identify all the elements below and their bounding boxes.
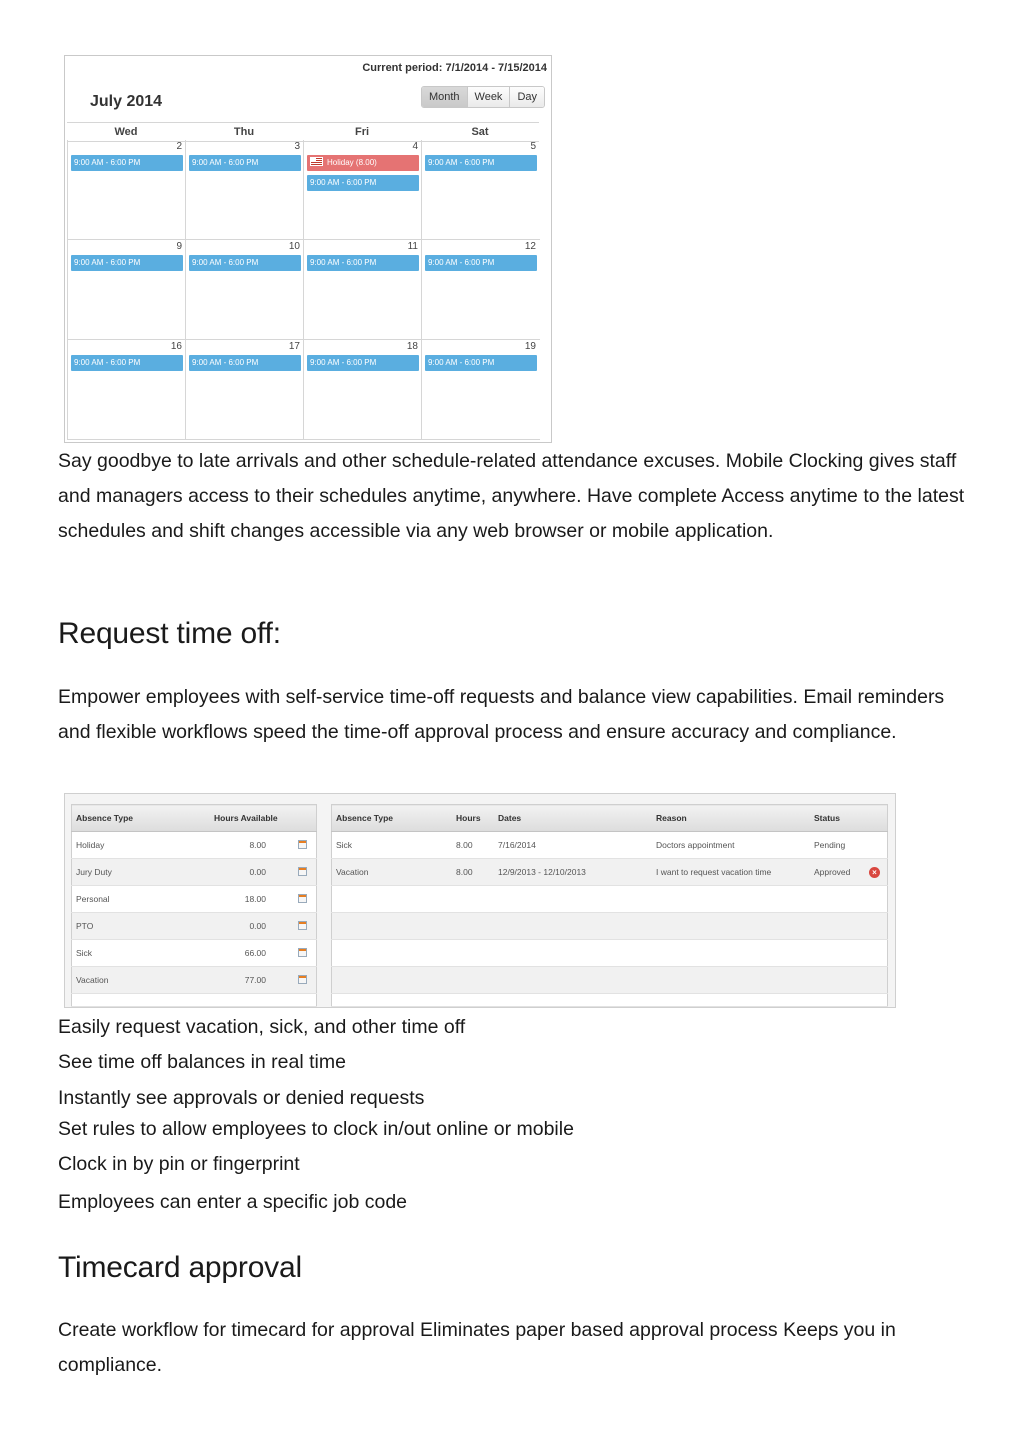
balances-table — [71, 804, 317, 1007]
requests-header-dates: Dates — [494, 805, 652, 832]
day-number: 16 — [170, 341, 182, 352]
event-label: 9:00 AM - 6:00 PM — [74, 158, 141, 167]
time-off-screenshot — [64, 793, 896, 1008]
dates-cell: 12/9/2013 - 12/10/2013 — [494, 859, 652, 886]
hours-available-cell: 18.00 — [210, 886, 294, 913]
calendar-day-cell[interactable] — [185, 140, 304, 240]
calendar-day-cell[interactable] — [185, 340, 304, 440]
status-cell: Pending — [810, 832, 865, 859]
shift-event[interactable] — [71, 355, 183, 371]
hours-available-cell: 8.00 — [210, 832, 294, 859]
absence-type-cell: Vacation — [332, 859, 453, 886]
view-day-button[interactable]: Day — [509, 87, 544, 107]
feature-line: Easily request vacation, sick, and other time off — [58, 1016, 466, 1038]
table-row — [332, 940, 888, 967]
calendar-day-cell[interactable] — [67, 240, 186, 340]
day-number: 17 — [288, 341, 300, 352]
calendar-day-cell[interactable] — [303, 140, 422, 240]
event-label: 9:00 AM - 6:00 PM — [428, 158, 495, 167]
event-label: 9:00 AM - 6:00 PM — [428, 258, 495, 267]
day-number: 5 — [530, 141, 536, 152]
shift-event[interactable] — [71, 255, 183, 271]
table-row — [72, 940, 317, 967]
request-calendar-icon[interactable] — [298, 921, 307, 930]
intro-paragraph: Say goodbye to late arrivals and other schedule-related attendance excuses. Mobile Clocking gives staff and managers access to their schedules anytime, anywhere. Have complete Access anytime to the latest schedules and shift changes accessible via any web browser or mobile application. — [58, 450, 965, 542]
table-row — [72, 832, 317, 859]
requests-header-hours: Hours — [452, 805, 494, 832]
reason-cell: Doctors appointment — [652, 832, 810, 859]
calendar-month-title: July 2014 — [90, 93, 163, 110]
shift-event[interactable] — [189, 255, 301, 271]
day-number: 19 — [524, 341, 536, 352]
request-calendar-icon[interactable] — [298, 894, 307, 903]
day-header: Fri — [303, 122, 421, 142]
absence-type-cell: Holiday — [72, 832, 211, 859]
day-number: 18 — [406, 341, 418, 352]
day-header: Wed — [67, 122, 185, 142]
hours-cell: 8.00 — [452, 832, 494, 859]
schedule-calendar — [64, 55, 552, 443]
shift-event[interactable] — [425, 255, 537, 271]
absence-type-cell: Jury Duty — [72, 859, 211, 886]
shift-event[interactable] — [425, 355, 537, 371]
event-label: 9:00 AM - 6:00 PM — [310, 358, 377, 367]
balances-header-hours: Hours Available — [210, 805, 294, 832]
event-label: 9:00 AM - 6:00 PM — [310, 258, 377, 267]
hours-cell: 8.00 — [452, 859, 494, 886]
timecard-paragraph: Create workflow for timecard for approval Eliminates paper based approval process Keeps you in compliance. — [58, 1319, 896, 1376]
event-label: 9:00 AM - 6:00 PM — [192, 258, 259, 267]
absence-type-cell: Sick — [332, 832, 453, 859]
table-row — [72, 913, 317, 940]
calendar-day-cell[interactable] — [303, 340, 422, 440]
event-label: 9:00 AM - 6:00 PM — [74, 358, 141, 367]
hours-available-cell: 66.00 — [210, 940, 294, 967]
calendar-day-cell[interactable] — [421, 340, 540, 440]
requests-table — [331, 804, 888, 1007]
calendar-day-cell[interactable] — [67, 140, 186, 240]
requests-header-reason: Reason — [652, 805, 810, 832]
request-calendar-icon[interactable] — [298, 975, 307, 984]
table-row — [72, 859, 317, 886]
view-week-button[interactable]: Week — [467, 87, 510, 107]
reason-cell: I want to request vacation time — [652, 859, 810, 886]
shift-event[interactable] — [307, 255, 419, 271]
request-calendar-icon[interactable] — [298, 948, 307, 957]
dates-cell: 7/16/2014 — [494, 832, 652, 859]
feature-line: See time off balances in real time — [58, 1051, 346, 1073]
table-row — [332, 967, 888, 994]
calendar-day-cell[interactable] — [67, 340, 186, 440]
request-calendar-icon[interactable] — [298, 867, 307, 876]
hours-available-cell: 0.00 — [210, 859, 294, 886]
current-period: Current period: 7/1/2014 - 7/15/2014 — [362, 62, 547, 74]
table-row — [72, 967, 317, 994]
day-header: Thu — [185, 122, 303, 142]
feature-line: Employees can enter a specific job code — [58, 1191, 408, 1213]
shift-event[interactable] — [189, 355, 301, 371]
shift-event[interactable] — [307, 175, 419, 191]
absence-type-cell: Personal — [72, 886, 211, 913]
hours-available-cell: 0.00 — [210, 913, 294, 940]
requests-header-type: Absence Type — [332, 805, 453, 832]
table-row — [332, 994, 888, 1007]
event-label: 9:00 AM - 6:00 PM — [74, 258, 141, 267]
day-number: 10 — [288, 241, 300, 252]
cancel-request-icon[interactable]: × — [869, 867, 880, 878]
day-number: 3 — [294, 141, 300, 152]
table-row — [332, 859, 888, 886]
view-month-button[interactable]: Month — [422, 87, 467, 107]
feature-line: Set rules to allow employees to clock in/out online or mobile — [58, 1118, 574, 1140]
day-number: 12 — [524, 241, 536, 252]
table-row — [332, 832, 888, 859]
event-label: Holiday (8.00) — [327, 158, 377, 167]
feature-line: Instantly see approvals or denied requests — [58, 1087, 425, 1109]
flag-icon — [310, 157, 323, 166]
day-number: 4 — [412, 141, 418, 152]
requests-header-status: Status — [810, 805, 865, 832]
absence-type-cell: Vacation — [72, 967, 211, 994]
day-number: 2 — [176, 141, 182, 152]
calendar-grid — [67, 122, 550, 442]
calendar-day-cell[interactable] — [185, 240, 304, 340]
absence-type-cell: PTO — [72, 913, 211, 940]
shift-event[interactable] — [307, 355, 419, 371]
balances-header-type: Absence Type — [72, 805, 211, 832]
event-label: 9:00 AM - 6:00 PM — [192, 358, 259, 367]
day-header: Sat — [421, 122, 539, 142]
shift-event[interactable] — [189, 155, 301, 171]
view-switcher — [421, 86, 545, 108]
request-time-off-heading: Request time off: — [58, 617, 281, 650]
day-number: 11 — [407, 241, 418, 252]
request-paragraph: Empower employees with self-service time-off requests and balance view capabilities. Email reminders and flexible workflows speed the time-off approval process and ensure accuracy and compliance. — [58, 686, 945, 743]
shift-event[interactable] — [71, 155, 183, 171]
event-label: 9:00 AM - 6:00 PM — [310, 178, 377, 187]
hours-available-cell: 77.00 — [210, 967, 294, 994]
table-row — [332, 913, 888, 940]
day-number: 9 — [176, 241, 182, 252]
table-row — [332, 886, 888, 913]
calendar-day-cell[interactable] — [421, 240, 540, 340]
status-cell: Approved — [810, 859, 865, 886]
holiday-event[interactable] — [307, 155, 419, 171]
table-row — [72, 886, 317, 913]
timecard-approval-heading: Timecard approval — [58, 1251, 302, 1284]
shift-event[interactable] — [425, 155, 537, 171]
request-calendar-icon[interactable] — [298, 840, 307, 849]
calendar-day-cell[interactable] — [303, 240, 422, 340]
event-label: 9:00 AM - 6:00 PM — [428, 358, 495, 367]
absence-type-cell: Sick — [72, 940, 211, 967]
feature-line: Clock in by pin or fingerprint — [58, 1153, 300, 1175]
calendar-day-cell[interactable] — [421, 140, 540, 240]
event-label: 9:00 AM - 6:00 PM — [192, 158, 259, 167]
